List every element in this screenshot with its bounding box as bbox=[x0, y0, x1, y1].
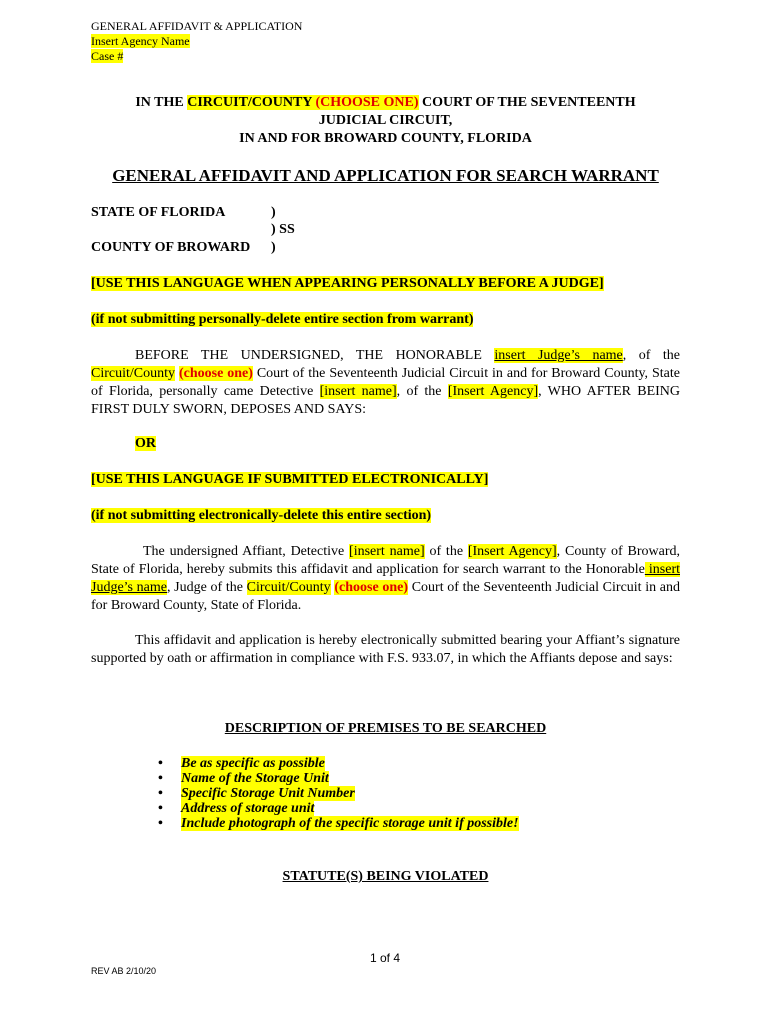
personal-note: (if not submitting personally-delete entire section from warrant) bbox=[91, 312, 474, 327]
or-label: OR bbox=[135, 436, 156, 451]
court-type-placeholder: Circuit/County bbox=[91, 366, 175, 381]
venue-ss: ) SS bbox=[271, 222, 295, 237]
judge-name-placeholder: insert Judge’s name bbox=[494, 348, 623, 363]
court-caption bbox=[91, 94, 680, 148]
header-title: GENERAL AFFIDAVIT & APPLICATION bbox=[91, 19, 303, 33]
agency-placeholder-2: [Insert Agency] bbox=[467, 544, 557, 559]
header-agency-placeholder: Insert Agency Name bbox=[91, 34, 190, 48]
venue-county: COUNTY OF BROWARD bbox=[91, 240, 251, 255]
list-item: • Specific Storage Unit Number bbox=[158, 786, 355, 801]
detective-name-placeholder-2: [insert name] bbox=[349, 544, 425, 559]
document-header bbox=[91, 19, 302, 64]
premises-list bbox=[156, 756, 519, 831]
list-item: • Address of storage unit bbox=[158, 801, 315, 816]
agency-placeholder: [Insert Agency] bbox=[447, 384, 539, 399]
premises-heading: DESCRIPTION OF PREMISES TO BE SEARCHED bbox=[224, 721, 547, 736]
list-item: • Name of the Storage Unit bbox=[158, 771, 329, 786]
electronic-instruction: [USE THIS LANGUAGE IF SUBMITTED ELECTRONICALLY] bbox=[91, 472, 489, 487]
court-type-placeholder-2: Circuit/County bbox=[246, 580, 331, 595]
caption-line1-rest: COURT OF THE SEVENTEENTH bbox=[422, 95, 636, 110]
header-case-number: Case # bbox=[91, 49, 124, 63]
caption-court-type: CIRCUIT/COUNTY bbox=[187, 95, 312, 110]
judge-name-placeholder-2: insert Judge’s name bbox=[91, 562, 680, 595]
choose-one-note-2: (choose one) bbox=[334, 580, 408, 595]
choose-one-note: (choose one) bbox=[178, 366, 253, 381]
list-item: • Include photograph of the specific storage unit if possible! bbox=[158, 816, 519, 831]
page-number: 1 of 4 bbox=[369, 951, 401, 965]
document-title: GENERAL AFFIDAVIT AND APPLICATION FOR SEARCH WARRANT bbox=[112, 166, 659, 185]
caption-choose-one: (CHOOSE ONE) bbox=[315, 95, 419, 110]
caption-line2: JUDICIAL CIRCUIT, bbox=[318, 113, 453, 128]
personal-instruction: [USE THIS LANGUAGE WHEN APPEARING PERSONALLY BEFORE A JUDGE] bbox=[91, 276, 604, 291]
statutes-heading: STATUTE(S) BEING VIOLATED bbox=[282, 869, 489, 884]
electronic-submission-paragraph: This affidavit and application is hereby electronically submitted bearing your Affiant’s signature supported by oath or affirmation in compliance with F.S. 933.07, in which the Affiants depose and says: bbox=[91, 633, 680, 666]
electronic-note: (if not submitting electronically-delete this entire section) bbox=[91, 508, 432, 523]
caption-line3: IN AND FOR BROWARD COUNTY, FLORIDA bbox=[239, 131, 532, 146]
venue-state: STATE OF FLORIDA bbox=[91, 205, 226, 220]
list-item: • Be as specific as possible bbox=[158, 756, 325, 771]
caption-in-the: IN THE bbox=[135, 95, 184, 110]
detective-name-placeholder: [insert name] bbox=[319, 384, 397, 399]
electronic-paragraph: The undersigned Affiant, Detective [insert name] of the [Insert Agency], County of Broward, State of Florida, hereby submits this affidavit and application for search warrant to the Honorable insert Judge’s name, Judge of the Circuit/County (choose one) Court of the Seventeenth Judicial Circuit in and for Broward County, State of Florida. bbox=[91, 544, 681, 613]
venue-paren: ) bbox=[271, 205, 276, 220]
venue-paren-2: ) bbox=[271, 240, 276, 255]
revision-label: REV AB 2/10/20 bbox=[91, 966, 157, 976]
personal-paragraph: BEFORE THE UNDERSIGNED, THE HONORABLE insert Judge’s name, of the Circuit/County (choose one) Court of the Seventeenth Judicial Circuit in and for Broward County, State of Florida, personally came Detective [insert name], of the [Insert Agency], WHO AFTER BEING FIRST DULY SWORN, DEPOSES AND SAYS: bbox=[91, 348, 681, 417]
